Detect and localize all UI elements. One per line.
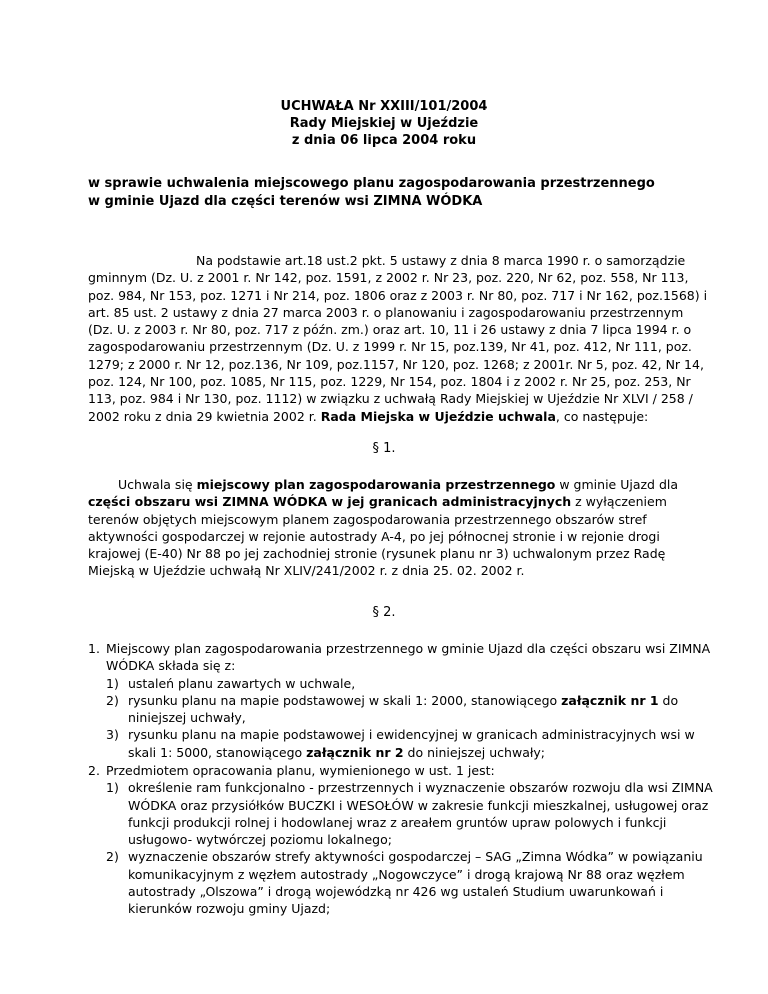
s1-text-a: Uchwala się — [118, 477, 197, 492]
s1-bold-d: części obszaru wsi ZIMNA WÓDKA w jej granicach administracyjnych — [88, 494, 572, 510]
item-text: ustaleń planu zawartych w uchwale, — [128, 675, 356, 691]
preamble — [88, 252, 708, 425]
s1-text-c: w gminie Ujazd dla — [555, 477, 679, 492]
section-1-body — [88, 476, 708, 580]
item-number: 3) — [106, 727, 119, 743]
list-item — [106, 726, 718, 761]
preamble-text: Na podstawie art.18 ust.2 pkt. 5 ustawy z dnia 8 marca 1990 r. o samorządzie gminnym (Dz. U. z 2001 r. Nr 142, poz. 1591, z 2002 r. Nr 23, poz. 220, Nr 62, poz. 558, Nr 113, poz. 984, Nr 153, poz. 1271 i Nr 214, poz. 1806 oraz z 2003 r. Nr 80, poz. 717 i Nr 162, poz.1568) i art. 85 ust. 2 ustawy z dnia 27 marca 2003 r. o planowaniu i zagospodarowaniu przestrzennym (Dz. U. z 2003 r. Nr 80, poz. 717 z późn. zm.) oraz art. 10, 11 i 26 ustawy z dnia 7 lipca 1994 r. o zagospodarowaniu przestrzennym (Dz. U. z 1999 r. Nr 15, poz.139, Nr 41, poz. 412, Nr 111, poz. 1279; z 2000 r. Nr 12, poz.136, Nr 109, poz.1157, Nr 120, poz. 1268; z 2001r. Nr 5, poz. 42, Nr 14, poz. 124, Nr 100, poz. 1085, Nr 115, poz. 1229, Nr 154, poz. 1804 i z 2002 r. Nr 25, poz. 253, Nr 113, poz. 984 i Nr 130, poz. 1112) w związku z uchwałą Rady Miejskiej w Ujeździe Nr XLVI / 258 / 2002 roku z dnia 29 kwietnia 2002 r. — [88, 253, 708, 424]
paragraph-text: Przedmiotem opracowania planu, wymienionego w ust. 1 jest: — [106, 763, 495, 778]
item-text: rysunku planu na mapie podstawowej w skali 1: 2000, stanowiącego załącznik nr 1 do niniejszej uchwały, — [128, 692, 679, 726]
preamble-tail: , co następuje: — [555, 408, 649, 424]
section-2-paragraph-1 — [88, 640, 718, 761]
paragraph-number: 2. — [88, 763, 100, 778]
item-number: 2) — [106, 692, 119, 708]
list-item — [106, 779, 718, 848]
preamble-bold: Rada Miejska w Ujeździe uchwala — [320, 408, 556, 424]
item-text: określenie ram funkcjonalno - przestrzennych i wyznaczenie obszarów rozwoju dla wsi ZIMNA WÓDKA oraz przysiółków BUCZKI i WESOŁÓW w zakresie funkcji mieszkalnej, usługowej oraz funkcji produkcji rolnej i hodowlanej wraz z areałem gruntów upraw polowych i funkcji usługowo- wytwórczej poziomu lokalnego; — [128, 780, 713, 848]
section-1-heading: § 1. — [372, 441, 396, 456]
list-item — [106, 675, 718, 692]
list-item — [106, 848, 718, 917]
list-item — [106, 692, 718, 727]
subject-line-2: w gminie Ujazd dla części terenów wsi ZIMNA WÓDKA — [88, 194, 483, 209]
section-2-heading: § 2. — [372, 605, 396, 620]
paragraph-text: Miejscowy plan zagospodarowania przestrzennego w gminie Ujazd dla części obszaru wsi ZIMNA WÓDKA składa się z: — [106, 641, 711, 674]
resolution-subject — [88, 175, 728, 211]
resolution-number: UCHWAŁA Nr XXIII/101/2004 — [280, 99, 488, 114]
section-2-paragraph-2 — [88, 762, 718, 918]
item-text: wyznaczenie obszarów strefy aktywności gospodarczej – SAG „Zimna Wódka” w powiązaniu komunikacyjnym z węzłem autostrady „Nogowczyce” i drogą krajową Nr 88 oraz węzłem autostrady „Olszowa” i drogą wojewódzką nr 426 wg ustaleń Studium uwarunkowań i kierunków rozwoju gminy Ujazd; — [128, 849, 703, 917]
item-number: 1) — [106, 675, 119, 691]
s1-text-e: z wyłączeniem terenów objętych miejscowym planem zagospodarowania przestrzennego obszarów stref aktywności gospodarczej w rejonie autostrady A-4, po jej północnej stronie i w rejonie drogi krajowej (E-40) Nr 88 po jej zachodniej stronie (rysunek planu nr 3) uchwalonym przez Radę Miejską w Ujeździe uchwałą Nr XLIV/241/2002 r. z dnia 25. 02. 2002 r. — [88, 494, 667, 579]
item-number: 1) — [106, 780, 119, 796]
item-text: rysunku planu na mapie podstawowej i ewidencyjnej w granicach administracyjnych wsi w skali 1: 5000, stanowiącego załącznik nr 2 do niniejszej uchwały; — [128, 727, 695, 760]
council-name: Rady Miejskiej w Ujeździe — [289, 116, 479, 131]
subject-line-1: w sprawie uchwalenia miejscowego planu zagospodarowania przestrzennego — [88, 176, 655, 191]
s1-bold-b: miejscowy plan zagospodarowania przestrzennego — [196, 477, 556, 492]
resolution-header — [0, 98, 768, 149]
paragraph-number: 1. — [88, 641, 100, 656]
resolution-date: z dnia 06 lipca 2004 roku — [291, 133, 477, 148]
item-number: 2) — [106, 849, 119, 865]
